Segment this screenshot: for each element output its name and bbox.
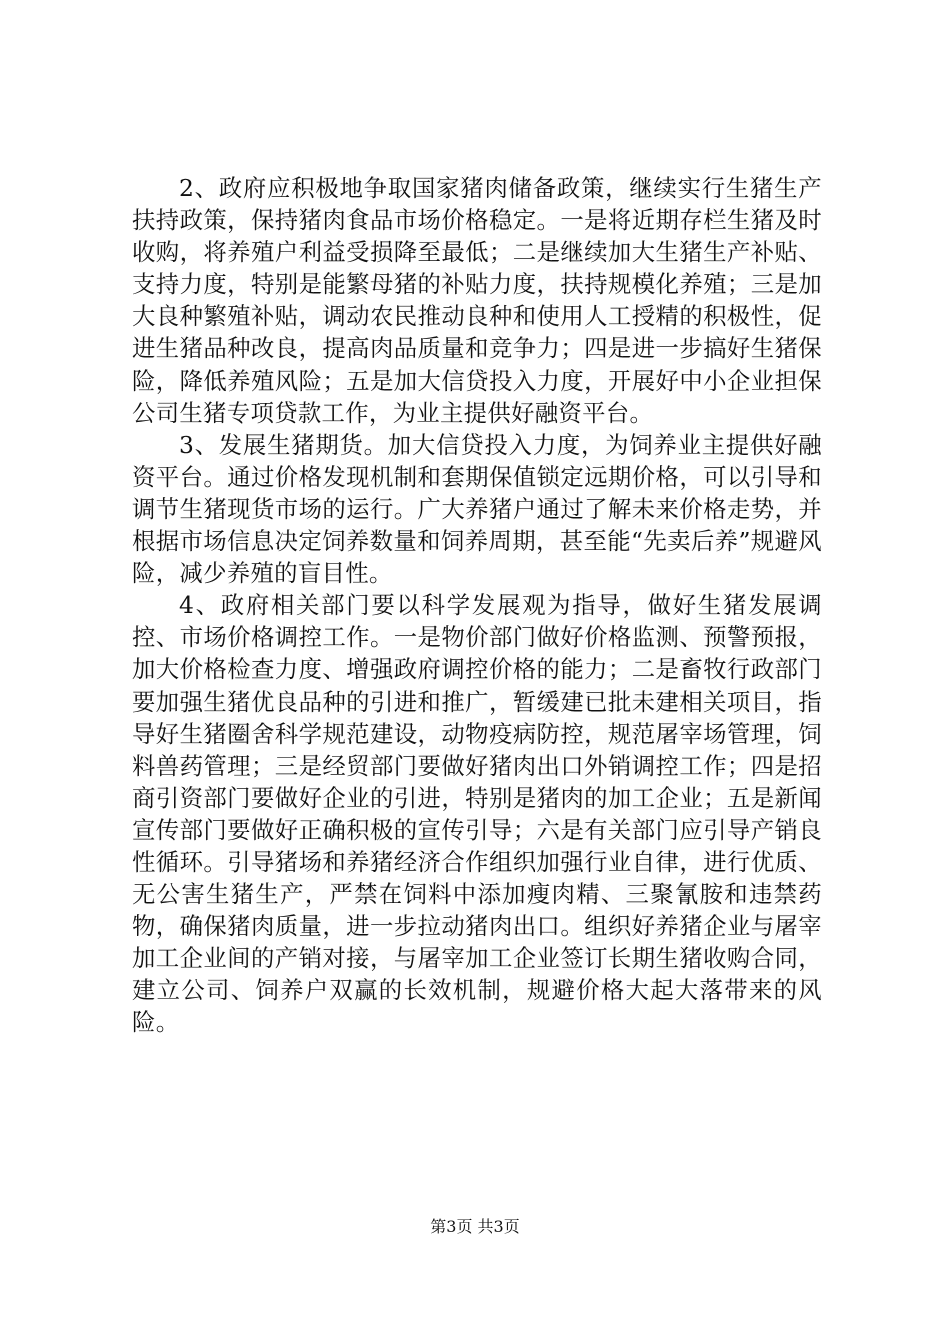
paragraph-3: 3、发展生猪期货。加大信贷投入力度，为饲养业主提供好融资平台。通过价格发现机制和套期保值锁定远期价格，可以引导和调节生猪现货市场的运行。广大养猪户通过了解未来价格走势，并根据市场信息决定饲养数量和饲养周期，甚至能“先卖后养”规避风险，减少养殖的盲目性。	[132, 430, 822, 588]
paragraph-4: 4、政府相关部门要以科学发展观为指导，做好生猪发展调控、市场价格调控工作。一是物价部门做好价格监测、预警预报，加大价格检查力度、增强政府调控价格的能力；二是畜牧行政部门要加强生猪优良品种的引进和推广，暂缓建已批未建相关项目，指导好生猪圈舍科学规范建设，动物疫病防控，规范屠宰场管理，饲料兽药管理；三是经贸部门要做好猪肉出口外销调控工作；四是招商引资部门要做好企业的引进，特别是猪肉的加工企业；五是新闻宣传部门要做好正确积极的宣传引导；六是有关部门应引导产销良性循环。引导猪场和养猪经济合作组织加强行业自律，进行优质、无公害生猪生产，严禁在饲料中添加瘦肉精、三聚氰胺和违禁药物，确保猪肉质量，进一步拉动猪肉出口。组织好养猪企业与屠宰加工企业间的产销对接，与屠宰加工企业签订长期生猪收购合同，建立公司、饲养户双赢的长效机制，规避价格大起大落带来的风险。	[132, 591, 822, 1037]
page-footer: 第3页 共3页	[430, 1217, 520, 1236]
document-body	[132, 172, 822, 1039]
paragraph-2: 2、政府应积极地争取国家猪肉储备政策，继续实行生猪生产扶持政策，保持猪肉食品市场价格稳定。一是将近期存栏生猪及时收购，将养殖户利益受损降至最低；二是继续加大生猪生产补贴、支持力度，特别是能繁母猪的补贴力度，扶持规模化养殖；三是加大良种繁殖补贴，调动农民推动良种和使用人工授精的积极性，促进生猪品种改良，提高肉品质量和竞争力；四是进一步搞好生猪保险，降低养殖风险；五是加大信贷投入力度，开展好中小企业担保公司生猪专项贷款工作，为业主提供好融资平台。	[132, 174, 822, 427]
